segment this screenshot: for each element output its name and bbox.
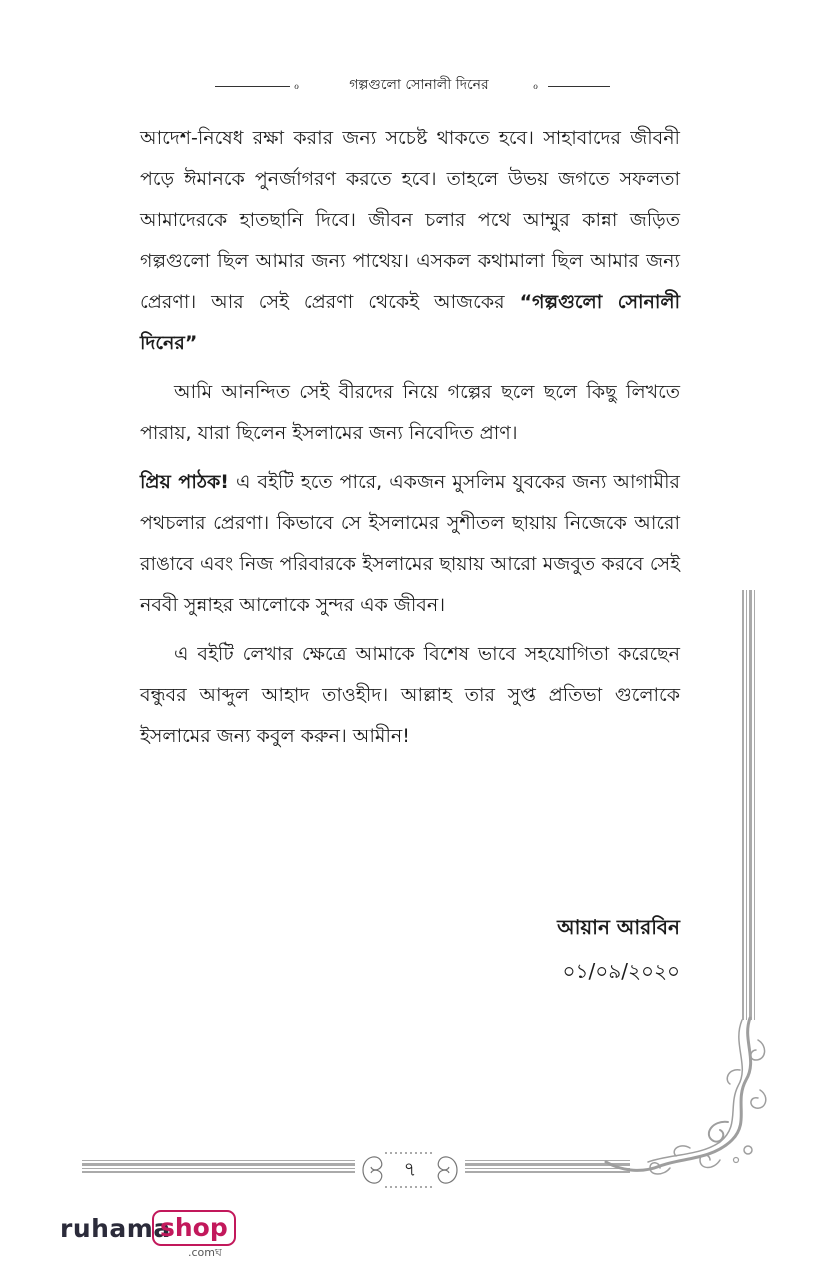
header-mark-right: ℴ — [533, 79, 539, 92]
page-number: ৭ — [403, 1157, 417, 1181]
watermark-domain: .comঘ — [188, 1246, 222, 1259]
corner-flourish-icon — [600, 1010, 770, 1180]
paragraph-4: এ বইটি লেখার ক্ষেত্রে আমাকে বিশেষ ভাবে সহযোগিতা করেছেন বন্ধুবর আব্দুল আহাদ তাওহীদ। আল্লাহ তার সুপ্ত প্রতিভা গুলোকে ইসলামের জন্য কবুল করুন। আমীন! — [140, 643, 680, 747]
book-title-quote: “গল্পগুলো সোনালী দিনের” — [140, 291, 680, 354]
paragraph-3 — [140, 462, 680, 626]
header-mark-left: ℴ — [294, 79, 300, 92]
watermark-brand-part2: shop — [152, 1210, 236, 1246]
paragraph-1 — [140, 118, 680, 364]
paragraph-3-text: এ বইটি হতে পারে, একজন মুসলিম যুবকের জন্য আগামীর পথচলার প্রেরণা। কিভাবে সে ইসলামের সুশীতল ছায়ায় নিজেকে আরো রাঙাবে এবং নিজ পরিবারকে ইসলামের ছায়ায় আরো মজবুত করবে সেই নববী সুন্নাহর আলোকে সুন্দর এক জীবন। — [140, 471, 680, 616]
running-header — [0, 70, 825, 100]
header-rule-left — [215, 86, 290, 87]
ornament-vertical-rule — [742, 590, 756, 1020]
header-rule-right — [548, 86, 610, 87]
signature-block — [440, 905, 680, 993]
page-number-box — [355, 1145, 465, 1195]
watermark-brand-part1: ruhama — [60, 1214, 171, 1243]
author-name: আয়ান আরবিন — [557, 915, 680, 939]
signature-date: ০১/০৯/২০২০ — [562, 959, 680, 983]
watermark-logo — [60, 1210, 260, 1260]
page-body — [140, 118, 680, 757]
dear-reader-lead: প্রিয় পাঠক! — [140, 471, 229, 493]
running-header-title: গল্পগুলো সোনালী দিনের — [349, 77, 489, 93]
ornament-horizontal-rule-left — [82, 1160, 355, 1174]
paragraph-1-text: আদেশ-নিষেধ রক্ষা করার জন্য সচেষ্ট থাকতে হবে। সাহাবাদের জীবনী পড়ে ঈমানকে পুনর্জাগরণ করতে হবে। তাহলে উভয় জগতে সফলতা আমাদেরকে হাতছানি দিবে। জীবন চলার পথে আম্মুর কান্না জড়িত গল্পগুলো ছিল আমার জন্য পাথেয়। এসকল কথামালা ছিল আমার জন্য প্রেরণা। আর সেই প্রেরণা থেকেই আজকের — [140, 127, 680, 313]
paragraph-2: আমি আনন্দিত সেই বীরদের নিয়ে গল্পের ছলে ছলে কিছু লিখতে পারায়, যারা ছিলেন ইসলামের জন্য নিবেদিত প্রাণ। — [140, 381, 680, 444]
